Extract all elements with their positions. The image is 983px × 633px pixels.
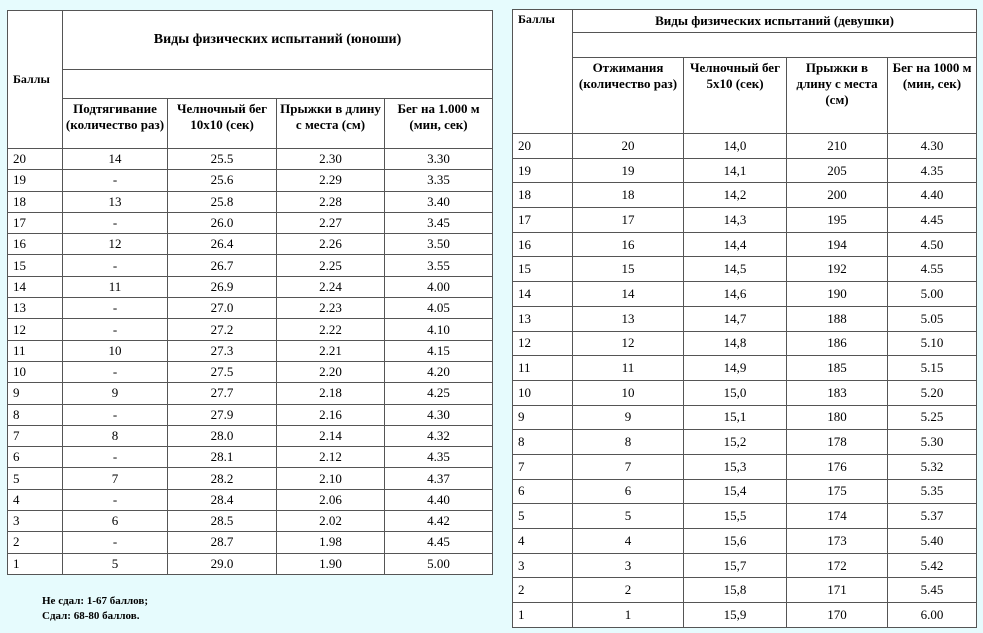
table-cell: 15,3 bbox=[684, 454, 787, 479]
table-cell: 26.7 bbox=[168, 255, 277, 276]
table-cell: 2 bbox=[513, 578, 573, 603]
table-cell: 14,9 bbox=[684, 356, 787, 381]
table-cell: 14,8 bbox=[684, 331, 787, 356]
girls-spacer-row bbox=[573, 33, 977, 58]
girls-col-run: Бег на 1000 м (мин, сек) bbox=[888, 58, 977, 134]
table-cell: 28.1 bbox=[168, 447, 277, 468]
table-row bbox=[513, 356, 977, 381]
table-cell: 4.50 bbox=[888, 232, 977, 257]
table-row bbox=[8, 511, 493, 532]
table-cell: 28.0 bbox=[168, 425, 277, 446]
table-cell: 5 bbox=[63, 553, 168, 574]
table-cell: 8 bbox=[573, 430, 684, 455]
table-cell: 2 bbox=[8, 532, 63, 553]
table-row bbox=[8, 404, 493, 425]
table-cell: 12 bbox=[63, 234, 168, 255]
table-row bbox=[513, 454, 977, 479]
table-cell: 3.35 bbox=[385, 170, 493, 191]
table-cell: 4.40 bbox=[385, 489, 493, 510]
table-cell: 11 bbox=[63, 276, 168, 297]
table-cell: 27.2 bbox=[168, 319, 277, 340]
table-cell: 18 bbox=[8, 191, 63, 212]
table-cell: 3.45 bbox=[385, 212, 493, 233]
table-cell: 4.30 bbox=[385, 404, 493, 425]
table-row bbox=[513, 282, 977, 307]
table-cell: 2.26 bbox=[277, 234, 385, 255]
table-cell: 1 bbox=[573, 603, 684, 628]
table-cell: 175 bbox=[787, 479, 888, 504]
table-cell: 4.25 bbox=[385, 383, 493, 404]
table-row bbox=[513, 306, 977, 331]
table-cell: 3 bbox=[513, 553, 573, 578]
table-cell: 14,4 bbox=[684, 232, 787, 257]
table-cell: 1.90 bbox=[277, 553, 385, 574]
table-row bbox=[8, 276, 493, 297]
table-cell: 5.10 bbox=[888, 331, 977, 356]
table-cell: 15,9 bbox=[684, 603, 787, 628]
table-cell: 6 bbox=[63, 511, 168, 532]
table-cell: 19 bbox=[573, 158, 684, 183]
table-cell: - bbox=[63, 447, 168, 468]
boys-table-body bbox=[8, 149, 493, 575]
table-cell: 13 bbox=[573, 306, 684, 331]
table-row bbox=[8, 255, 493, 276]
table-row bbox=[8, 383, 493, 404]
table-cell: 205 bbox=[787, 158, 888, 183]
table-cell: 2.14 bbox=[277, 425, 385, 446]
table-cell: 12 bbox=[573, 331, 684, 356]
table-cell: 9 bbox=[573, 405, 684, 430]
table-cell: 14,6 bbox=[684, 282, 787, 307]
table-cell: - bbox=[63, 319, 168, 340]
table-cell: 2.28 bbox=[277, 191, 385, 212]
table-cell: 15 bbox=[8, 255, 63, 276]
table-cell: 5.30 bbox=[888, 430, 977, 455]
table-row bbox=[513, 529, 977, 554]
table-cell: 5.00 bbox=[385, 553, 493, 574]
table-cell: 6 bbox=[8, 447, 63, 468]
table-cell: 14,3 bbox=[684, 208, 787, 233]
table-cell: 10 bbox=[8, 361, 63, 382]
table-cell: 12 bbox=[513, 331, 573, 356]
table-cell: 5.35 bbox=[888, 479, 977, 504]
table-cell: - bbox=[63, 298, 168, 319]
table-cell: 2.02 bbox=[277, 511, 385, 532]
table-row bbox=[513, 603, 977, 628]
table-cell: - bbox=[63, 255, 168, 276]
table-cell: 3.50 bbox=[385, 234, 493, 255]
table-cell: 13 bbox=[513, 306, 573, 331]
table-cell: 15,5 bbox=[684, 504, 787, 529]
table-cell: 170 bbox=[787, 603, 888, 628]
table-cell: - bbox=[63, 489, 168, 510]
table-cell: 176 bbox=[787, 454, 888, 479]
pass-note: Сдал: 68-80 баллов. bbox=[42, 610, 140, 622]
table-cell: 178 bbox=[787, 430, 888, 455]
table-cell: 5 bbox=[8, 468, 63, 489]
table-cell: 27.0 bbox=[168, 298, 277, 319]
table-cell: 14,7 bbox=[684, 306, 787, 331]
fail-note: Не сдал: 1-67 баллов; bbox=[42, 595, 148, 607]
table-cell: 18 bbox=[513, 183, 573, 208]
table-cell: 180 bbox=[787, 405, 888, 430]
table-row bbox=[513, 331, 977, 356]
table-cell: 10 bbox=[63, 340, 168, 361]
table-row bbox=[8, 447, 493, 468]
table-cell: 15,2 bbox=[684, 430, 787, 455]
boys-col-run: Бег на 1.000 м (мин, сек) bbox=[385, 99, 493, 149]
table-cell: 9 bbox=[513, 405, 573, 430]
table-row bbox=[8, 212, 493, 233]
table-cell: 4.37 bbox=[385, 468, 493, 489]
table-cell: 10 bbox=[513, 380, 573, 405]
table-row bbox=[513, 405, 977, 430]
table-cell: 6 bbox=[573, 479, 684, 504]
table-cell: 3.30 bbox=[385, 149, 493, 170]
table-row bbox=[8, 553, 493, 574]
table-cell: 14,0 bbox=[684, 134, 787, 159]
girls-col-pushups: Отжимания (количество раз) bbox=[573, 58, 684, 134]
table-row bbox=[513, 232, 977, 257]
table-cell: 183 bbox=[787, 380, 888, 405]
table-cell: 5.05 bbox=[888, 306, 977, 331]
table-cell: 6.00 bbox=[888, 603, 977, 628]
table-cell: 27.9 bbox=[168, 404, 277, 425]
table-cell: 4.20 bbox=[385, 361, 493, 382]
table-cell: - bbox=[63, 170, 168, 191]
table-row bbox=[513, 430, 977, 455]
table-row bbox=[513, 504, 977, 529]
table-cell: 14,1 bbox=[684, 158, 787, 183]
table-cell: 190 bbox=[787, 282, 888, 307]
table-cell: 5 bbox=[573, 504, 684, 529]
table-cell: 4.30 bbox=[888, 134, 977, 159]
table-cell: 2.06 bbox=[277, 489, 385, 510]
table-cell: 25.6 bbox=[168, 170, 277, 191]
table-cell: 4 bbox=[573, 529, 684, 554]
table-cell: 20 bbox=[573, 134, 684, 159]
table-cell: 3 bbox=[8, 511, 63, 532]
table-cell: 17 bbox=[8, 212, 63, 233]
girls-table bbox=[512, 9, 977, 628]
table-cell: 4.05 bbox=[385, 298, 493, 319]
table-cell: 20 bbox=[8, 149, 63, 170]
table-cell: 17 bbox=[573, 208, 684, 233]
table-cell: 9 bbox=[8, 383, 63, 404]
table-cell: 27.5 bbox=[168, 361, 277, 382]
table-cell: 10 bbox=[573, 380, 684, 405]
table-cell: 188 bbox=[787, 306, 888, 331]
table-cell: 14,5 bbox=[684, 257, 787, 282]
table-cell: 5.00 bbox=[888, 282, 977, 307]
table-cell: 14,2 bbox=[684, 183, 787, 208]
table-cell: 26.0 bbox=[168, 212, 277, 233]
table-cell: 5.20 bbox=[888, 380, 977, 405]
table-cell: 192 bbox=[787, 257, 888, 282]
boys-score-header: Баллы bbox=[8, 11, 63, 149]
table-cell: 2.23 bbox=[277, 298, 385, 319]
table-row bbox=[513, 479, 977, 504]
table-cell: 13 bbox=[8, 298, 63, 319]
table-cell: 2.25 bbox=[277, 255, 385, 276]
boys-col-shuttle: Челночный бег 10х10 (сек) bbox=[168, 99, 277, 149]
table-cell: 2.12 bbox=[277, 447, 385, 468]
table-cell: 27.3 bbox=[168, 340, 277, 361]
table-cell: 173 bbox=[787, 529, 888, 554]
table-cell: 4.45 bbox=[888, 208, 977, 233]
table-row bbox=[8, 149, 493, 170]
boys-table bbox=[7, 10, 493, 575]
table-cell: 27.7 bbox=[168, 383, 277, 404]
table-cell: 2.10 bbox=[277, 468, 385, 489]
table-cell: 5.15 bbox=[888, 356, 977, 381]
table-cell: 2.21 bbox=[277, 340, 385, 361]
table-cell: 4.15 bbox=[385, 340, 493, 361]
table-cell: 5.25 bbox=[888, 405, 977, 430]
table-cell: 8 bbox=[8, 404, 63, 425]
table-cell: 4.00 bbox=[385, 276, 493, 297]
table-row bbox=[8, 532, 493, 553]
table-cell: 3.40 bbox=[385, 191, 493, 212]
table-cell: 12 bbox=[8, 319, 63, 340]
table-cell: 15,0 bbox=[684, 380, 787, 405]
boys-col-jump: Прыжки в длину с места (см) bbox=[277, 99, 385, 149]
table-cell: 11 bbox=[573, 356, 684, 381]
table-cell: 2.18 bbox=[277, 383, 385, 404]
boys-col-pullups: Подтягивание (количество раз) bbox=[63, 99, 168, 149]
table-cell: 171 bbox=[787, 578, 888, 603]
table-cell: 7 bbox=[573, 454, 684, 479]
table-cell: 200 bbox=[787, 183, 888, 208]
table-cell: 3.55 bbox=[385, 255, 493, 276]
table-cell: 3 bbox=[573, 553, 684, 578]
table-row bbox=[513, 578, 977, 603]
table-cell: 2.16 bbox=[277, 404, 385, 425]
table-cell: - bbox=[63, 361, 168, 382]
table-cell: 194 bbox=[787, 232, 888, 257]
table-cell: 5.42 bbox=[888, 553, 977, 578]
table-cell: 4.32 bbox=[385, 425, 493, 446]
table-cell: 210 bbox=[787, 134, 888, 159]
table-cell: 1 bbox=[513, 603, 573, 628]
table-cell: 9 bbox=[63, 383, 168, 404]
table-cell: 8 bbox=[513, 430, 573, 455]
table-cell: 15,4 bbox=[684, 479, 787, 504]
table-row bbox=[513, 134, 977, 159]
table-cell: 5.32 bbox=[888, 454, 977, 479]
table-cell: 4.40 bbox=[888, 183, 977, 208]
table-row bbox=[513, 257, 977, 282]
table-cell: 2.27 bbox=[277, 212, 385, 233]
table-row bbox=[8, 234, 493, 255]
table-cell: 4.45 bbox=[385, 532, 493, 553]
table-row bbox=[8, 489, 493, 510]
girls-score-header: Баллы bbox=[513, 10, 573, 134]
table-cell: 2 bbox=[573, 578, 684, 603]
table-cell: 28.4 bbox=[168, 489, 277, 510]
table-cell: 28.2 bbox=[168, 468, 277, 489]
table-row bbox=[8, 170, 493, 191]
table-cell: 5.45 bbox=[888, 578, 977, 603]
table-cell: 28.5 bbox=[168, 511, 277, 532]
table-cell: 2.30 bbox=[277, 149, 385, 170]
table-cell: 2.20 bbox=[277, 361, 385, 382]
girls-col-shuttle: Челночный бег 5х10 (сек) bbox=[684, 58, 787, 134]
table-cell: 16 bbox=[8, 234, 63, 255]
table-row bbox=[513, 183, 977, 208]
table-cell: 174 bbox=[787, 504, 888, 529]
table-cell: 15 bbox=[573, 257, 684, 282]
table-cell: 2.24 bbox=[277, 276, 385, 297]
table-cell: 195 bbox=[787, 208, 888, 233]
table-cell: 7 bbox=[513, 454, 573, 479]
table-cell: 6 bbox=[513, 479, 573, 504]
table-cell: 4 bbox=[8, 489, 63, 510]
score-notes bbox=[42, 594, 148, 624]
table-cell: - bbox=[63, 404, 168, 425]
table-cell: 4 bbox=[513, 529, 573, 554]
table-cell: 5.37 bbox=[888, 504, 977, 529]
table-cell: 16 bbox=[573, 232, 684, 257]
table-cell: 186 bbox=[787, 331, 888, 356]
girls-col-jump: Прыжки в длину с места (см) bbox=[787, 58, 888, 134]
table-cell: 8 bbox=[63, 425, 168, 446]
table-row bbox=[8, 468, 493, 489]
table-cell: 2.29 bbox=[277, 170, 385, 191]
table-cell: 172 bbox=[787, 553, 888, 578]
table-row bbox=[513, 380, 977, 405]
table-cell: 19 bbox=[8, 170, 63, 191]
table-row bbox=[8, 298, 493, 319]
table-cell: 13 bbox=[63, 191, 168, 212]
table-cell: 18 bbox=[573, 183, 684, 208]
table-cell: 26.4 bbox=[168, 234, 277, 255]
table-cell: 28.7 bbox=[168, 532, 277, 553]
table-cell: 25.8 bbox=[168, 191, 277, 212]
table-row bbox=[8, 319, 493, 340]
table-cell: 14 bbox=[513, 282, 573, 307]
table-row bbox=[513, 208, 977, 233]
table-cell: 29.0 bbox=[168, 553, 277, 574]
boys-title: Виды физических испытаний (юноши) bbox=[63, 11, 493, 70]
table-cell: - bbox=[63, 212, 168, 233]
girls-title: Виды физических испытаний (девушки) bbox=[573, 10, 977, 33]
table-cell: 7 bbox=[63, 468, 168, 489]
table-cell: 4.42 bbox=[385, 511, 493, 532]
table-cell: 14 bbox=[63, 149, 168, 170]
table-cell: 11 bbox=[8, 340, 63, 361]
table-cell: 1.98 bbox=[277, 532, 385, 553]
table-cell: 2.22 bbox=[277, 319, 385, 340]
table-row bbox=[8, 340, 493, 361]
table-cell: 16 bbox=[513, 232, 573, 257]
table-cell: 15,7 bbox=[684, 553, 787, 578]
table-cell: 4.35 bbox=[888, 158, 977, 183]
table-cell: 14 bbox=[8, 276, 63, 297]
table-cell: 5.40 bbox=[888, 529, 977, 554]
table-cell: - bbox=[63, 532, 168, 553]
table-cell: 1 bbox=[8, 553, 63, 574]
table-cell: 20 bbox=[513, 134, 573, 159]
girls-table-body bbox=[513, 134, 977, 628]
table-cell: 26.9 bbox=[168, 276, 277, 297]
table-cell: 25.5 bbox=[168, 149, 277, 170]
table-cell: 15,8 bbox=[684, 578, 787, 603]
table-cell: 4.35 bbox=[385, 447, 493, 468]
table-cell: 11 bbox=[513, 356, 573, 381]
table-cell: 5 bbox=[513, 504, 573, 529]
table-cell: 185 bbox=[787, 356, 888, 381]
table-cell: 15 bbox=[513, 257, 573, 282]
table-row bbox=[513, 553, 977, 578]
table-row bbox=[8, 191, 493, 212]
table-cell: 7 bbox=[8, 425, 63, 446]
table-row bbox=[8, 425, 493, 446]
table-row bbox=[8, 361, 493, 382]
table-cell: 17 bbox=[513, 208, 573, 233]
table-cell: 14 bbox=[573, 282, 684, 307]
table-cell: 15,1 bbox=[684, 405, 787, 430]
table-cell: 15,6 bbox=[684, 529, 787, 554]
boys-spacer-row bbox=[63, 70, 493, 99]
table-row bbox=[513, 158, 977, 183]
table-cell: 19 bbox=[513, 158, 573, 183]
table-cell: 4.10 bbox=[385, 319, 493, 340]
table-cell: 4.55 bbox=[888, 257, 977, 282]
